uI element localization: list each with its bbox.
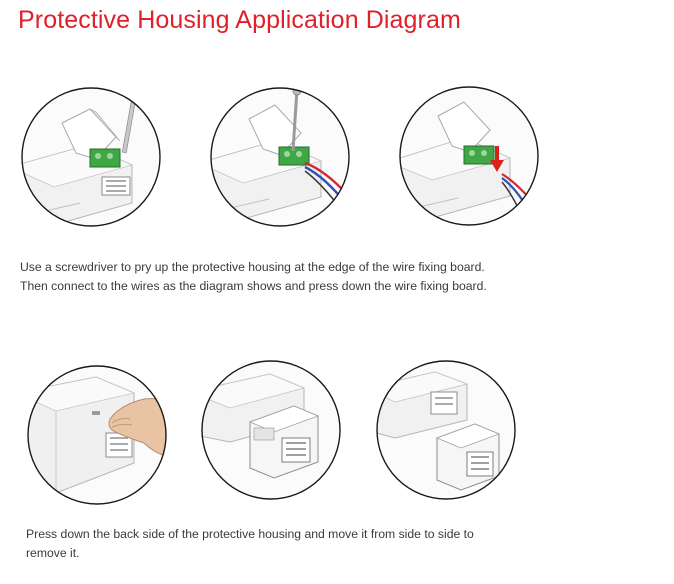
step2-panel-finger-press bbox=[26, 363, 168, 508]
step2-caption-line: remove it. bbox=[26, 546, 80, 560]
step1-caption bbox=[20, 258, 487, 296]
step1-panel-screwdriver bbox=[20, 85, 162, 230]
page-title: Protective Housing Application Diagram bbox=[18, 6, 461, 34]
step2-caption-line: Press down the back side of the protective housing and move it from side to side to bbox=[26, 527, 474, 541]
step1-caption-line: Then connect to the wires as the diagram shows and press down the wire fixing board. bbox=[20, 279, 487, 293]
step2-caption bbox=[26, 525, 474, 563]
step2-panel-housing-sliding bbox=[200, 358, 342, 503]
step1-caption-line: Use a screwdriver to pry up the protective housing at the edge of the wire fixing board. bbox=[20, 260, 485, 274]
terminal-block-icon bbox=[90, 149, 120, 167]
step1-panel-wires bbox=[209, 85, 351, 230]
step1-panel-press-down bbox=[398, 84, 540, 229]
step2-panel-housing-removed bbox=[375, 358, 517, 503]
